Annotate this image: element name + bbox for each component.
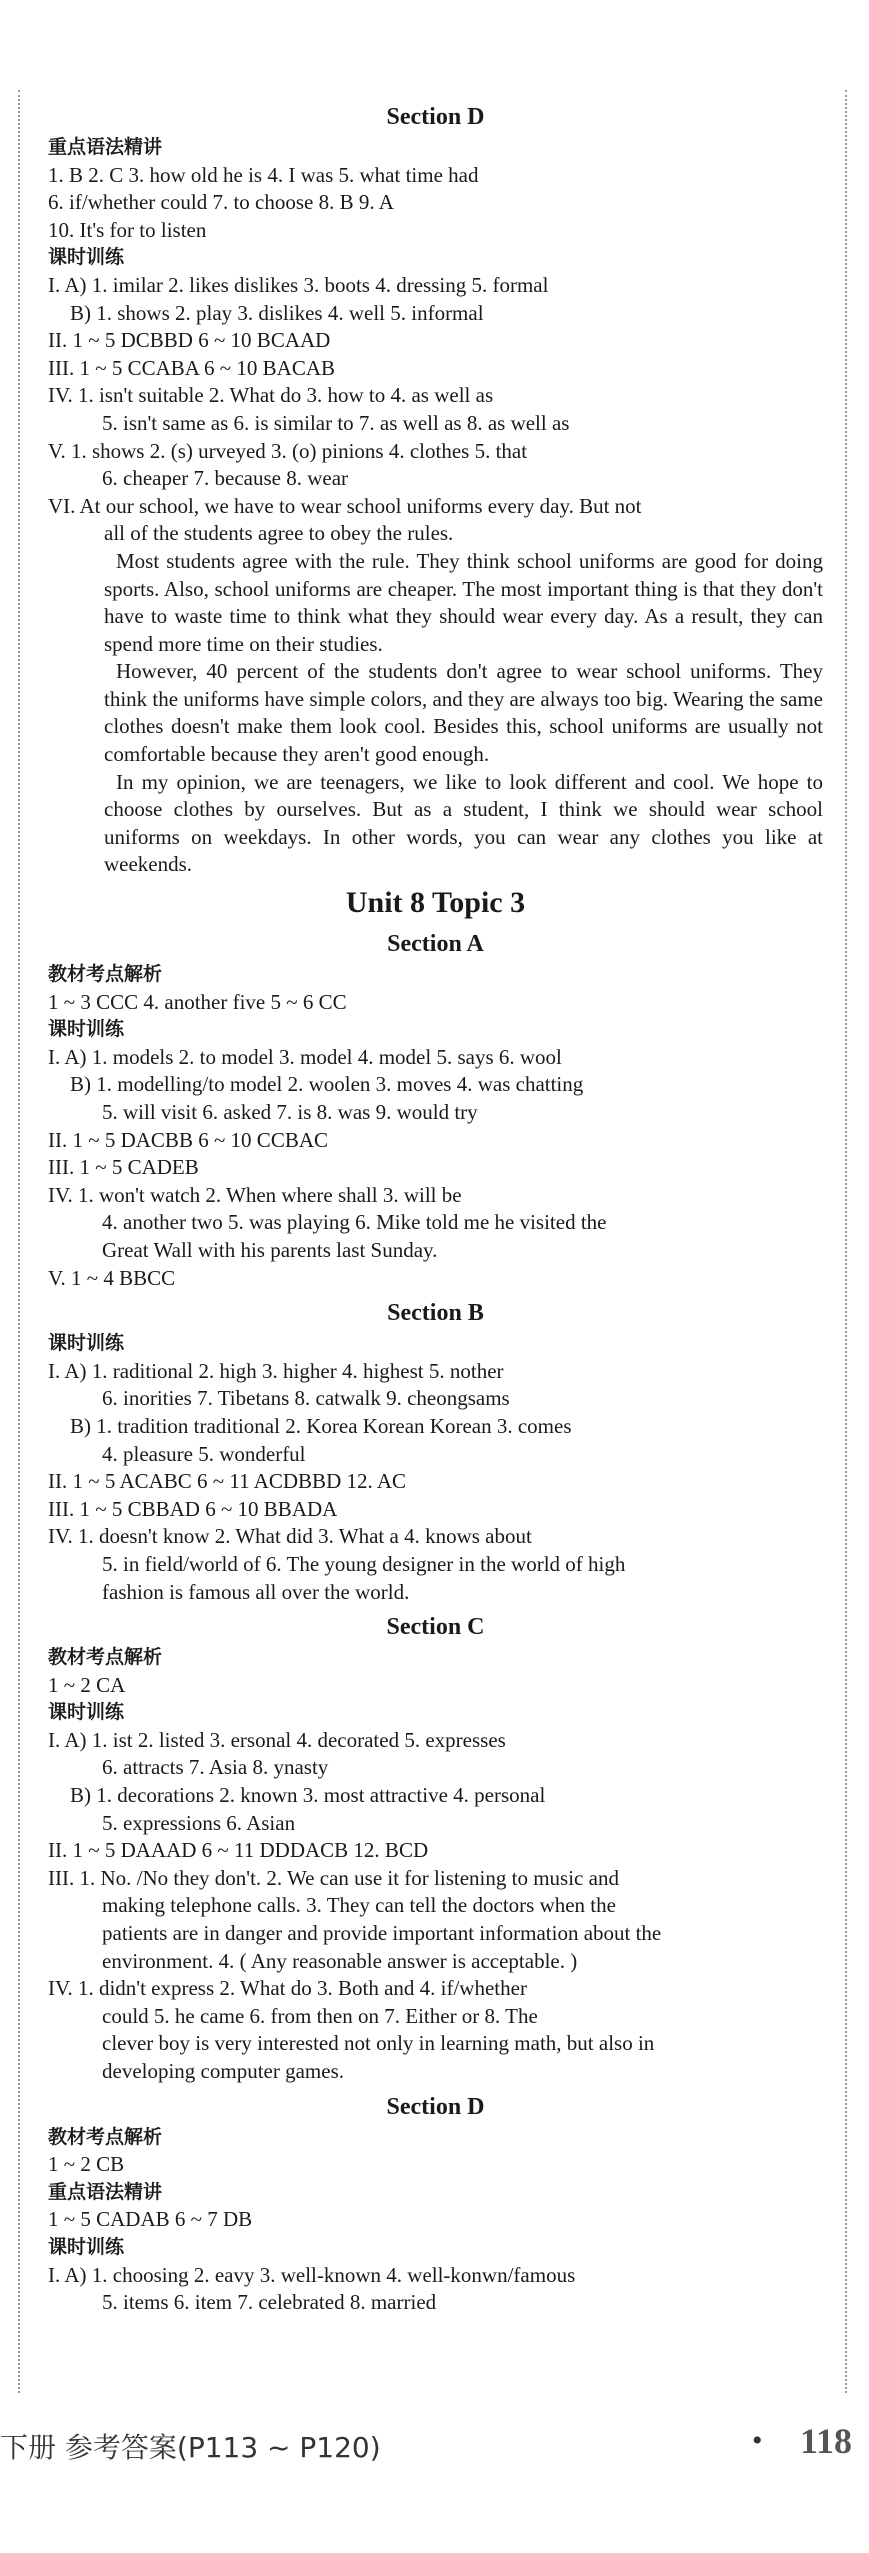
answer-line: 4. another two 5. was playing 6. Mike told me he visited the	[102, 1210, 607, 1235]
subheading: 课时训练	[48, 246, 125, 269]
subheading: 课时训练	[48, 1701, 125, 1724]
answer-line: 6. if/whether could 7. to choose 8. B 9. A	[48, 190, 394, 215]
section-title: Section B	[387, 1300, 484, 1327]
answer-line: II. 1 ~ 5 DACBB 6 ~ 10 CCBAC	[48, 1127, 329, 1152]
answer-line: 5. isn't same as 6. is similar to 7. as well as 8. as well as	[102, 410, 570, 435]
subheading: 教材考点解析	[48, 2125, 163, 2148]
footer-caption: 下册 参考答案(P113 ~ P120)	[0, 2431, 381, 2464]
answer-line: 1 ~ 2 CB	[48, 2152, 125, 2177]
answer-line: 6. attracts 7. Asia 8. ynasty	[102, 1755, 329, 1780]
answer-line: V. 1. shows 2. (s) urveyed 3. (o) pinions 4. clothes 5. that	[48, 438, 528, 463]
answer-line: IV. 1. won't watch 2. When where shall 3. will be	[48, 1182, 462, 1207]
answer-line: B) 1. tradition traditional 2. Korea Korean Korean 3. comes	[70, 1413, 572, 1438]
answer-line: 4. pleasure 5. wonderful	[102, 1441, 306, 1466]
answer-line: 1 ~ 2 CA	[48, 1672, 126, 1697]
footer-bullet: •	[752, 2424, 763, 2457]
answer-line: I. A) 1. ist 2. listed 3. ersonal 4. decorated 5. expresses	[48, 1727, 506, 1752]
subheading: 课时训练	[48, 2235, 125, 2258]
answer-line: IV. 1. didn't express 2. What do 3. Both and 4. if/whether	[48, 1976, 527, 2001]
answer-line: VI. At our school, we have to wear school uniforms every day. But not	[48, 493, 642, 518]
section-title: Section C	[386, 1614, 485, 1641]
answer-line: 5. items 6. item 7. celebrated 8. married	[102, 2290, 437, 2315]
answer-line: making telephone calls. 3. They can tell the doctors when the	[102, 1893, 616, 1918]
answer-line: I. A) 1. imilar 2. likes dislikes 3. boots 4. dressing 5. formal	[48, 272, 549, 297]
answer-line: II. 1 ~ 5 ACABC 6 ~ 11 ACDBBD 12. AC	[48, 1469, 406, 1494]
answer-line: patients are in danger and provide important information about the	[102, 1921, 662, 1946]
right-dotted-rule	[845, 90, 847, 2393]
page-footer	[0, 2420, 869, 2470]
section-title: Section D	[386, 2093, 485, 2120]
answer-line: 1 ~ 3 CCC 4. another five 5 ~ 6 CC	[48, 989, 347, 1014]
subheading: 重点语法精讲	[48, 2180, 163, 2203]
answer-line: B) 1. modelling/to model 2. woolen 3. moves 4. was chatting	[70, 1072, 584, 1097]
answer-line: III. 1 ~ 5 CBBAD 6 ~ 10 BBADA	[48, 1496, 338, 1521]
essay-paragraph: In my opinion, we are teenagers, we like to look different and cool. We hope to choose clothes by ourselves. But as a student, I think we should wear school uniforms on weekdays. In other words, you can wear any clothes you like at weekends.	[104, 769, 823, 877]
essay-paragraph: However, 40 percent of the students don't agree to wear school uniforms. They think the uniforms have simple colors, and they are always too big. Wearing the same clothes doesn't make them look cool. Besides this, school uniforms are usually not comfortable because they aren't good enough.	[104, 659, 823, 767]
answer-line: V. 1 ~ 4 BBCC	[48, 1265, 176, 1290]
answer-line: 5. in field/world of 6. The young designer in the world of high	[102, 1551, 626, 1576]
answer-line: environment. 4. ( Any reasonable answer is acceptable. )	[102, 1948, 578, 1973]
answer-line: I. A) 1. raditional 2. high 3. higher 4. highest 5. nother	[48, 1358, 504, 1383]
unit-title: Unit 8 Topic 3	[345, 886, 526, 920]
answer-line: III. 1. No. /No they don't. 2. We can use it for listening to music and	[48, 1865, 619, 1890]
subheading: 重点语法精讲	[48, 136, 163, 158]
answer-line: I. A) 1. models 2. to model 3. model 4. model 5. says 6. wool	[48, 1044, 562, 1069]
subheading: 教材考点解析	[48, 1646, 163, 1669]
answer-line: could 5. he came 6. from then on 7. Either or 8. The	[102, 2003, 538, 2028]
answer-line: B) 1. shows 2. play 3. dislikes 4. well 5. informal	[70, 300, 484, 325]
answer-line: B) 1. decorations 2. known 3. most attractive 4. personal	[70, 1783, 546, 1808]
answer-line: clever boy is very interested not only in learning math, but also in	[102, 2031, 655, 2056]
answer-line: fashion is famous all over the world.	[102, 1579, 410, 1604]
answer-line: III. 1 ~ 5 CADEB	[48, 1155, 199, 1180]
answer-line: 6. cheaper 7. because 8. wear	[102, 466, 349, 491]
answer-line: II. 1 ~ 5 DCBBD 6 ~ 10 BCAAD	[48, 328, 331, 353]
answer-line: developing computer games.	[102, 2059, 345, 2083]
answer-line: 1. B 2. C 3. how old he is 4. I was 5. what time had	[48, 162, 479, 187]
section-title: Section A	[387, 931, 484, 958]
essay-paragraph: all of the students agree to obey the rules.	[104, 521, 454, 546]
subheading: 教材考点解析	[48, 963, 163, 986]
answer-line: 10. It's for to listen	[48, 217, 207, 242]
answer-content	[48, 96, 823, 2317]
page-number: 118	[800, 2421, 853, 2461]
answer-line: III. 1 ~ 5 CCABA 6 ~ 10 BACAB	[48, 355, 335, 380]
subheading: 课时训练	[48, 1332, 125, 1355]
section-title: Section D	[386, 104, 485, 130]
answer-line: IV. 1. isn't suitable 2. What do 3. how to 4. as well as	[48, 383, 494, 408]
answer-line: 6. inorities 7. Tibetans 8. catwalk 9. cheongsams	[102, 1386, 510, 1411]
left-dotted-rule	[18, 90, 20, 2393]
answer-line: IV. 1. doesn't know 2. What did 3. What a 4. knows about	[48, 1524, 532, 1549]
subheading: 课时训练	[48, 1018, 125, 1041]
answer-line: 5. expressions 6. Asian	[102, 1810, 296, 1835]
answer-line: II. 1 ~ 5 DAAAD 6 ~ 11 DDDACB 12. BCD	[48, 1838, 429, 1863]
answer-line: Great Wall with his parents last Sunday.	[102, 1237, 438, 1262]
essay-paragraph: Most students agree with the rule. They think school uniforms are good for doing sports. Also, school uniforms are cheaper. The most important thing is that they don't have to waste time to think what they should wear every day. As a result, they can spend more time on their studies.	[104, 548, 823, 656]
answer-line: I. A) 1. choosing 2. eavy 3. well-known 4. well-konwn/famous	[48, 2262, 576, 2287]
answer-line: 1 ~ 5 CADAB 6 ~ 7 DB	[48, 2207, 253, 2232]
answer-line: 5. will visit 6. asked 7. is 8. was 9. would try	[102, 1100, 478, 1124]
